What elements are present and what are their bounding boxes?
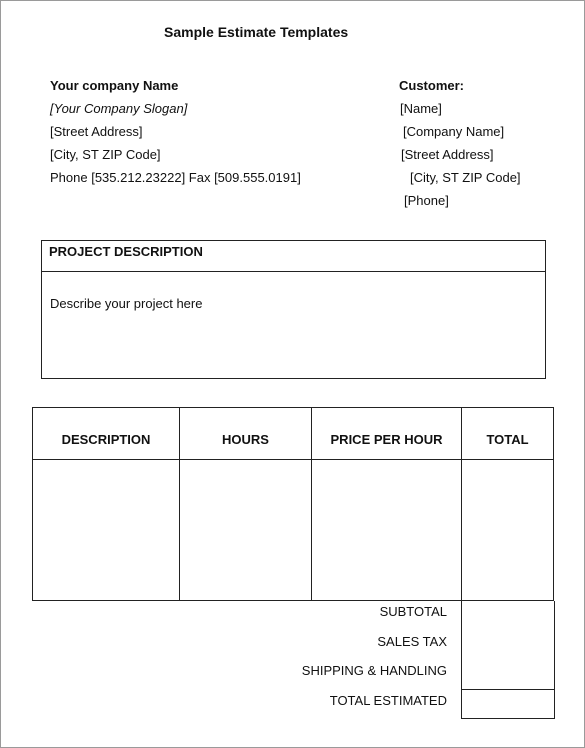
project-description-box: [41, 240, 546, 379]
sales-tax-label: SALES TAX: [377, 634, 447, 649]
company-phone-fax: Phone [535.212.23222] Fax [509.555.0191]: [50, 170, 301, 185]
column-header-description: DESCRIPTION: [33, 408, 180, 460]
customer-company: [Company Name]: [403, 124, 505, 139]
total-estimated-divider: [462, 689, 554, 690]
customer-street: [Street Address]: [401, 147, 494, 162]
table-header-row: [33, 408, 554, 460]
table-row: [33, 460, 554, 601]
description-cell[interactable]: [33, 460, 180, 601]
customer-heading: Customer:: [399, 78, 465, 93]
price-per-hour-cell[interactable]: [312, 460, 462, 601]
company-slogan: [Your Company Slogan]: [50, 101, 188, 116]
company-street: [Street Address]: [50, 124, 143, 139]
shipping-handling-label: SHIPPING & HANDLING: [301, 663, 447, 678]
customer-name: [Name]: [400, 101, 442, 116]
hours-cell[interactable]: [180, 460, 312, 601]
column-header-hours: HOURS: [180, 408, 312, 460]
line-items-table: [32, 407, 554, 601]
totals-value-box[interactable]: [461, 601, 555, 719]
project-description-heading: PROJECT DESCRIPTION: [42, 241, 545, 272]
column-header-total: TOTAL: [462, 408, 554, 460]
subtotal-label: SUBTOTAL: [379, 604, 447, 619]
total-estimated-label: TOTAL ESTIMATED: [329, 693, 447, 708]
total-cell[interactable]: [462, 460, 554, 601]
project-description-text[interactable]: Describe your project here: [50, 296, 203, 311]
document-title: Sample Estimate Templates: [164, 24, 349, 40]
company-city: [City, ST ZIP Code]: [50, 147, 161, 162]
customer-city: [City, ST ZIP Code]: [410, 170, 521, 185]
column-header-price-per-hour: PRICE PER HOUR: [312, 408, 462, 460]
company-name: Your company Name: [50, 78, 179, 93]
customer-phone: [Phone]: [404, 193, 449, 208]
